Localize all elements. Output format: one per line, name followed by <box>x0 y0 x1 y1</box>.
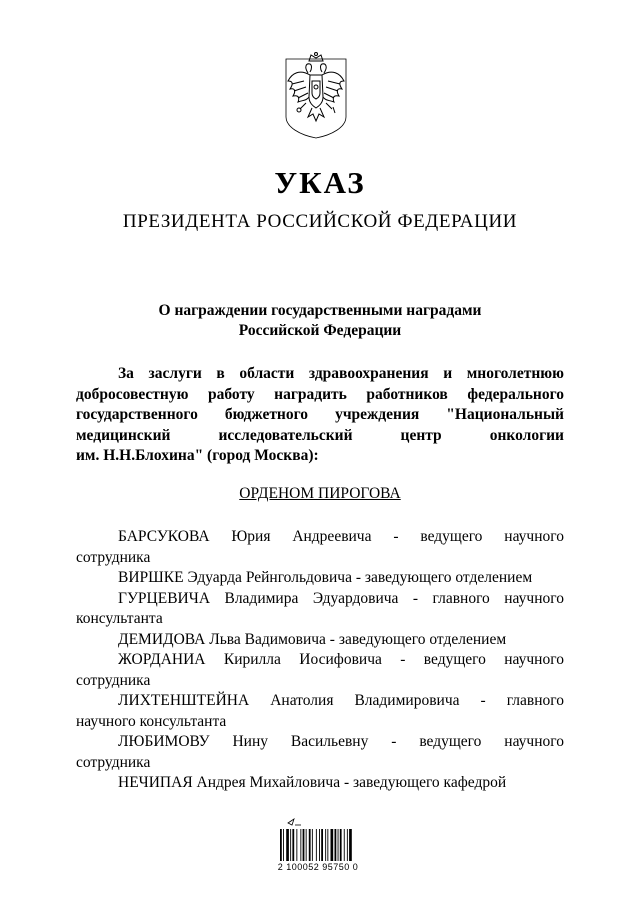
barcode-bar <box>321 829 323 861</box>
preamble-word: онкологии <box>489 426 564 444</box>
awardee-word: Владимировича <box>354 692 460 709</box>
preamble-line <box>76 364 564 385</box>
awardee-word: ведущего <box>423 651 486 668</box>
decree-preamble <box>76 364 564 467</box>
awardee-word: - <box>480 692 486 709</box>
awardee-word: - <box>391 733 397 750</box>
preamble-word: многолетнюю <box>466 365 564 382</box>
barcode-bar <box>312 829 313 861</box>
preamble-word: За <box>118 365 134 382</box>
awardee-word: главного <box>506 692 564 709</box>
barcode-bar <box>286 829 289 861</box>
awardee-word: - <box>400 651 406 668</box>
preamble-word: наградить <box>274 385 347 403</box>
barcode-bar <box>309 829 311 861</box>
awardee-line-continued <box>76 548 564 569</box>
awardee-word: научного <box>504 651 564 668</box>
awardee-word: - <box>393 528 399 545</box>
awardee-item <box>76 527 564 568</box>
barcode-bar <box>280 829 282 861</box>
awardee-line <box>76 568 564 589</box>
awardee-line <box>76 630 564 651</box>
awardee-item <box>76 773 564 794</box>
awardee-line <box>76 527 564 548</box>
awardee-line <box>76 773 564 794</box>
awardee-item <box>76 650 564 691</box>
awardee-word: БАРСУКОВА <box>118 528 210 545</box>
awardee-line-continued <box>76 753 564 774</box>
barcode-bar <box>344 829 345 861</box>
awardee-word: - <box>412 589 419 607</box>
awardee-item <box>76 568 564 589</box>
awardee-item <box>76 589 564 630</box>
document-title: УКАЗ <box>274 165 366 200</box>
awardee-word: научного <box>504 589 564 607</box>
barcode-bar <box>349 829 352 861</box>
awardee-word: ведущего <box>420 528 483 545</box>
preamble-word: государственного <box>76 406 198 423</box>
preamble-word: работу <box>207 385 255 403</box>
barcode-bar <box>340 829 342 861</box>
order-heading: ОРДЕНОМ ПИРОГОВА <box>239 485 401 502</box>
awardee-line-continued <box>76 671 564 692</box>
preamble-word: области <box>239 365 295 382</box>
awardee-word: Эдуардовича <box>312 589 399 607</box>
decree-topic-line: О награждении государственными наградами <box>158 302 482 319</box>
awardee-word: Кирилла <box>223 651 281 668</box>
preamble-word: в <box>216 365 225 382</box>
barcode-bar <box>296 829 297 861</box>
barcode-bar <box>347 829 348 861</box>
decree-topic-line: Российской Федерации <box>238 322 402 339</box>
awardee-word: Юрия <box>231 528 271 545</box>
preamble-line <box>76 446 564 467</box>
awardee-line <box>76 589 564 610</box>
awardee-item <box>76 630 564 651</box>
barcode-bar <box>316 829 317 861</box>
preamble-word: работников <box>366 385 448 403</box>
preamble-word: центр <box>400 426 442 444</box>
awardee-word: сотрудника <box>76 753 151 771</box>
barcode-bar <box>327 829 328 861</box>
barcode-bar <box>300 829 301 861</box>
preamble-word: федерального <box>467 385 564 403</box>
preamble-word: здравоохранения <box>308 365 429 382</box>
awardee-line <box>76 691 564 712</box>
barcode-icon <box>268 817 368 887</box>
preamble-word: медицинский <box>76 426 171 444</box>
coat-of-arms-icon <box>282 51 350 139</box>
awardee-word: сотрудника <box>76 548 151 566</box>
preamble-word: добросовестную <box>76 385 189 403</box>
awardee-word: ведущего <box>419 733 482 750</box>
barcode-bar <box>306 829 307 861</box>
document-subtitle: ПРЕЗИДЕНТА РОССИЙСКОЙ ФЕДЕРАЦИИ <box>122 211 518 232</box>
awardee-word: ГУРЦЕВИЧА <box>118 589 211 607</box>
barcode-bar <box>319 829 320 861</box>
awardee-word: сотрудника <box>76 671 151 689</box>
awardee-word: консультанта <box>76 610 163 627</box>
awardee-word: научного <box>504 528 564 545</box>
preamble-word: "Национальный <box>446 406 564 423</box>
preamble-word: им. Н.Н.Блохина" (город Москва): <box>76 447 319 464</box>
awardee-list <box>76 527 564 794</box>
awardee-item <box>76 732 564 773</box>
barcode-bar <box>283 829 284 861</box>
preamble-line <box>76 385 564 406</box>
barcode-number: 2 100052 95750 0 <box>277 862 359 872</box>
awardee-line <box>76 732 564 753</box>
barcode-bar <box>325 829 326 861</box>
awardee-word: Васильевну <box>290 733 369 750</box>
decree-topic <box>0 301 640 341</box>
preamble-line <box>76 405 564 426</box>
barcode-bar <box>335 829 337 861</box>
barcode-bar <box>331 829 334 861</box>
barcode-bar <box>338 829 339 861</box>
awardee-word: ЛИХТЕНШТЕЙНА <box>118 692 250 709</box>
awardee-line-continued <box>76 609 564 630</box>
preamble-word: учреждения <box>335 406 420 423</box>
awardee-word: главного <box>432 589 490 607</box>
awardee-word: Анатолия <box>270 692 334 709</box>
preamble-word: исследовательский <box>218 426 353 444</box>
barcode-bar <box>292 829 294 861</box>
preamble-line <box>76 426 564 447</box>
barcode-bar <box>303 829 305 861</box>
awardee-word: ДЕМИДОВА Льва Вадимовича - заведующего отделением <box>118 630 507 648</box>
awardee-word: научного консультанта <box>76 712 227 730</box>
awardee-word: ВИРШКЕ Эдуарда Рейнгольдовича - заведующего отделением <box>118 569 533 586</box>
awardee-line <box>76 650 564 671</box>
awardee-item <box>76 691 564 732</box>
awardee-word: научного <box>504 733 564 750</box>
awardee-word: Иосифовича <box>299 651 382 668</box>
awardee-line-continued <box>76 712 564 733</box>
preamble-word: бюджетного <box>224 406 309 423</box>
barcode-bar <box>290 829 291 861</box>
awardee-word: Нину <box>232 733 269 750</box>
awardee-word: Андреевича <box>292 528 372 545</box>
awardee-word: Владимира <box>224 589 299 607</box>
awardee-word: НЕЧИПАЯ Андрея Михайловича - заведующего кафедрой <box>118 774 507 791</box>
awardee-word: ЛЮБИМОВУ <box>118 733 210 750</box>
awardee-word: ЖОРДАНИА <box>118 651 206 668</box>
preamble-word: заслуги <box>148 365 202 382</box>
preamble-word: и <box>443 365 453 382</box>
